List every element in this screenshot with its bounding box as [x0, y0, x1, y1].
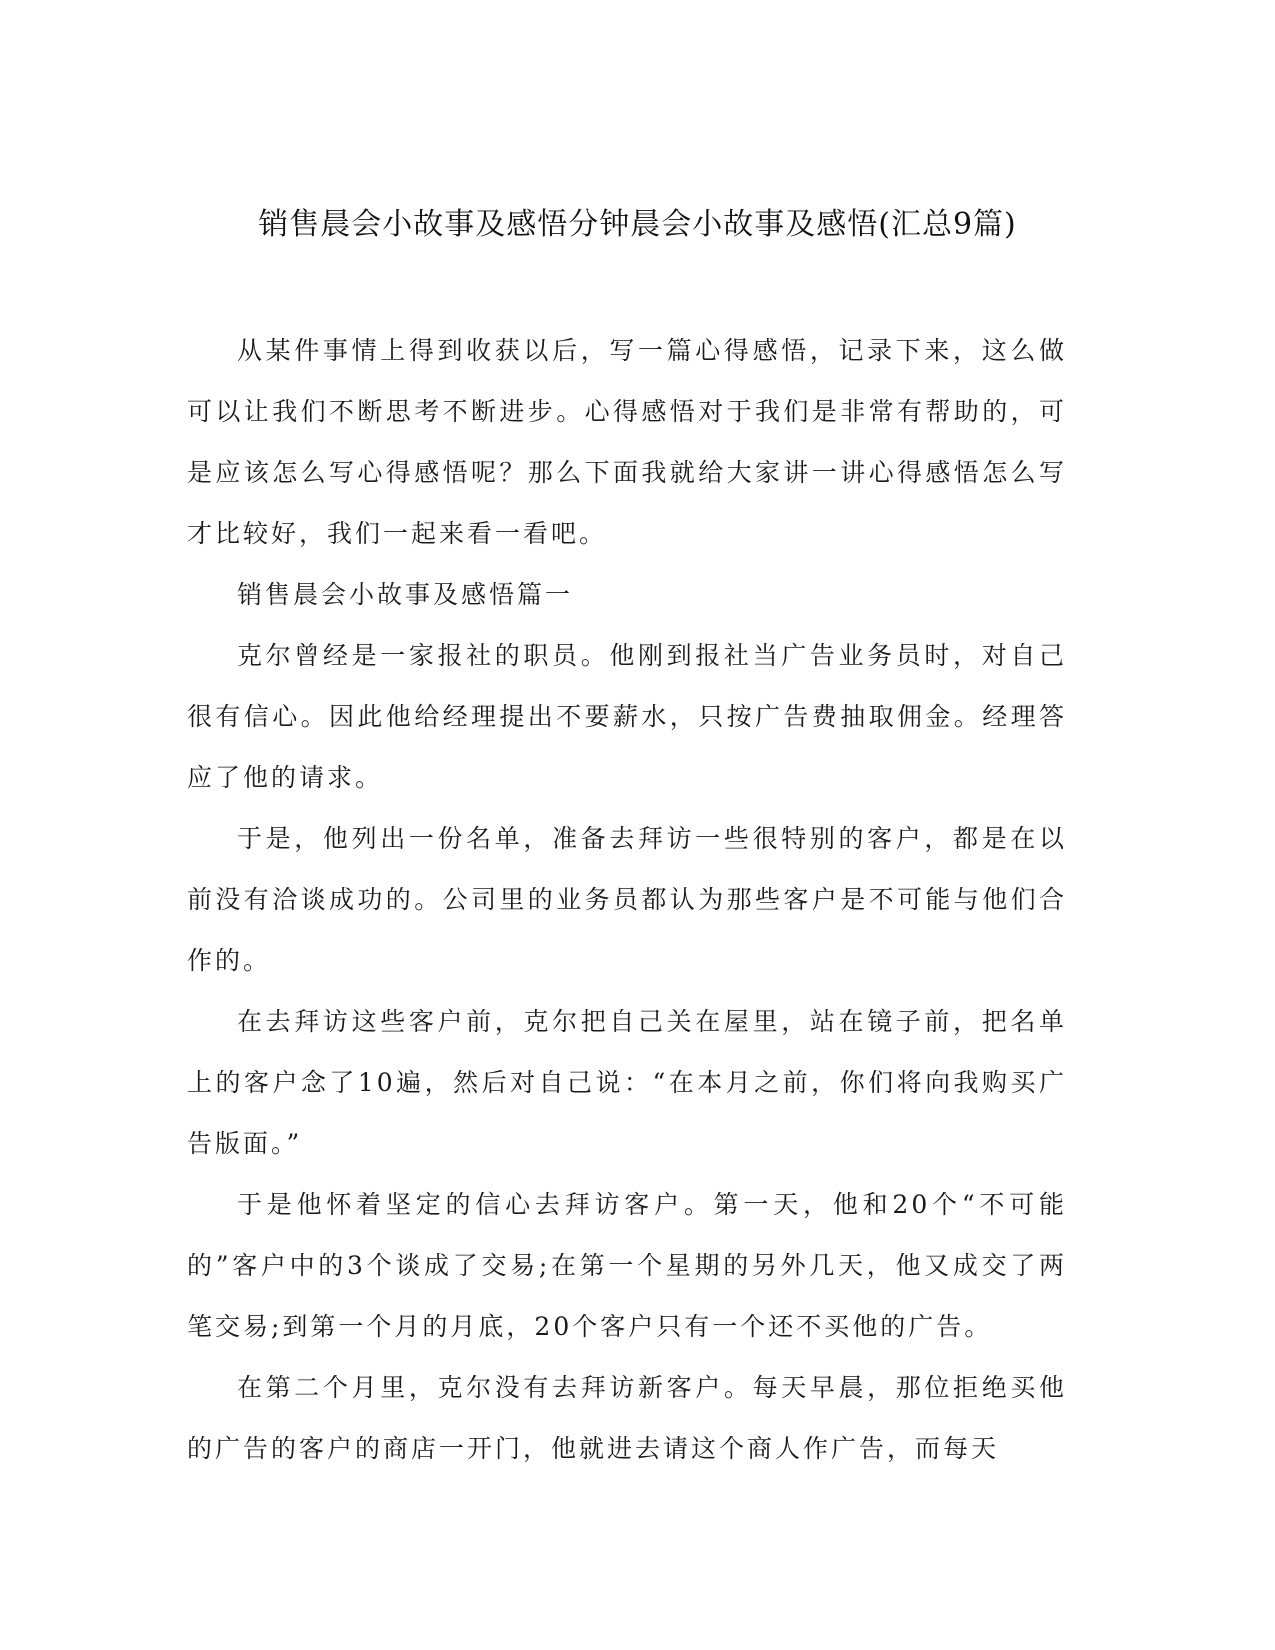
body-paragraph: 克尔曾经是一家报社的职员。他刚到报社当广告业务员时，对自己很有信心。因此他给经理提出不要薪水，只按广告费抽取佣金。经理答应了他的请求。 — [187, 641, 1067, 792]
section-heading: 销售晨会小故事及感悟篇一 — [237, 580, 574, 609]
body-paragraph: 在第二个月里，克尔没有去拜访新客户。每天早晨，那位拒绝买他的广告的客户的商店一开门，他就进去请这个商人作广告，而每天 — [187, 1373, 1067, 1463]
body-paragraph: 于是他怀着坚定的信心去拜访客户。第一天，他和20个“不可能的”客户中的3个谈成了交易;在第一个星期的另外几天，他又成交了两笔交易;到第一个月的月底，20个客户只有一个还不买他的广告。 — [187, 1190, 1067, 1341]
document-title: 销售晨会小故事及感悟分钟晨会小故事及感悟(汇总9篇) — [258, 207, 1017, 242]
body-paragraph: 在去拜访这些客户前，克尔把自己关在屋里，站在镜子前，把名单上的客户念了10遍，然后对自己说：“在本月之前，你们将向我购买广告版面。” — [187, 1007, 1067, 1158]
intro-paragraph: 从某件事情上得到收获以后，写一篇心得感悟，记录下来，这么做可以让我们不断思考不断进步。心得感悟对于我们是非常有帮助的，可是应该怎么写心得感悟呢？那么下面我就给大家讲一讲心得感悟怎么写才比较好，我们一起来看一看吧。 — [187, 336, 1067, 548]
body-paragraph: 于是，他列出一份名单，准备去拜访一些很特别的客户，都是在以前没有洽谈成功的。公司里的业务员都认为那些客户是不可能与他们合作的。 — [187, 824, 1067, 975]
document-body — [187, 320, 1067, 1479]
